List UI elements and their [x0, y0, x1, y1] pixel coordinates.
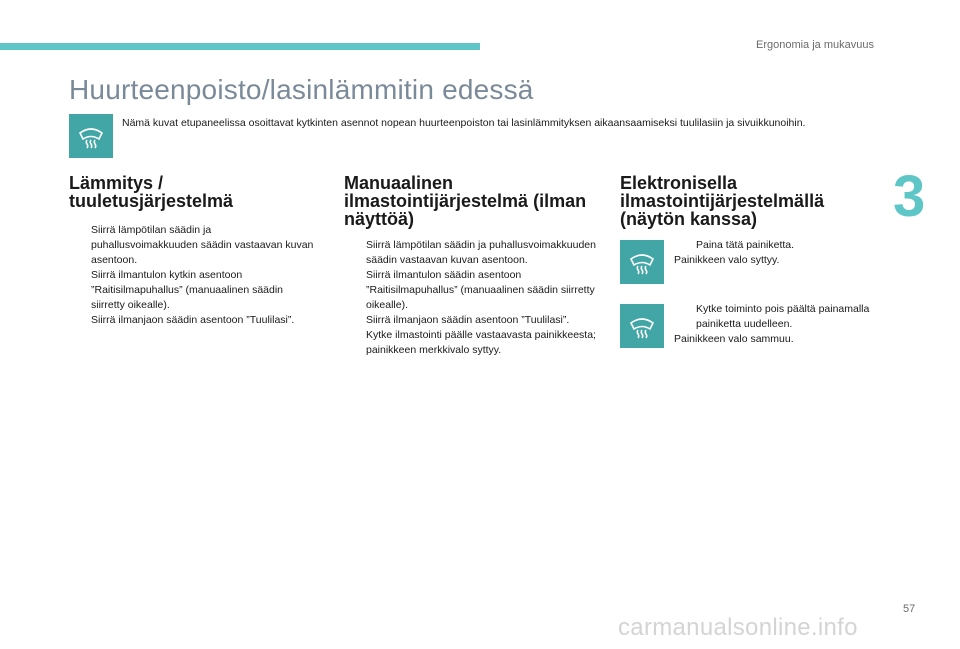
step-press-button	[674, 238, 874, 253]
step-note: Painikkeen valo sammuu.	[674, 333, 794, 345]
windshield-defrost-icon[interactable]	[620, 304, 664, 348]
windshield-defrost-icon[interactable]	[620, 240, 664, 284]
step-note: Painikkeen valo syttyy.	[674, 254, 780, 266]
list-item: Kytke toiminto pois päältä painamalla painiketta uudelleen.	[696, 303, 870, 330]
list-heating-ventilation	[69, 223, 319, 328]
header-accent-bar	[0, 43, 480, 50]
list-item: Siirrä ilmantulon säädin asentoon ”Raitisilmapuhallus” (manuaalinen säädin siirretty oikealle).	[366, 269, 595, 311]
page-title: Huurteenpoisto/lasinlämmitin edessä	[69, 74, 534, 105]
section-title: Ergonomia ja mukavuus	[755, 39, 874, 51]
chapter-number: 3	[893, 164, 926, 229]
heading-manual-ac: Manuaalinen ilmastointijärjestelmä (ilman näyttöä)	[344, 173, 587, 229]
list-item: Siirrä lämpötilan säädin ja puhallusvoimakkuuden säädin vastaavan kuvan asentoon.	[366, 239, 596, 266]
step-turn-off	[674, 302, 874, 332]
list-item: Kytke ilmastointi päälle vastaavasta painikkeesta; painikkeen merkkivalo syttyy.	[366, 329, 596, 356]
list-item: Siirrä lämpötilan säädin ja puhallusvoimakkuuden säädin vastaavan kuvan asentoon.	[91, 224, 314, 266]
heading-heating-ventilation: Lämmitys / tuuletusjärjestelmä	[69, 173, 234, 211]
page-number: 57	[903, 603, 916, 615]
intro-text: Nämä kuvat etupaneelissa osoittavat kytkinten asennot nopean huurteenpoiston tai lasinlämmityksen aikaansaamiseksi tuulilasiin ja sivuikkunoihin.	[122, 117, 806, 129]
list-item: Siirrä ilmanjaon säädin asentoon ”Tuulilasi”.	[366, 314, 570, 326]
heading-electronic-ac: Elektronisella ilmastointijärjestelmällä (näytön kanssa)	[620, 173, 825, 229]
list-item: Paina tätä painiketta.	[696, 239, 795, 251]
list-item: Siirrä ilmanjaon säädin asentoon ”Tuulilasi”.	[91, 314, 295, 326]
list-item: Siirrä ilmantulon kytkin asentoon ”Raitisilmapuhallus” (manuaalinen säädin siirretty oikealle).	[91, 269, 284, 311]
list-manual-ac	[344, 238, 602, 358]
watermark: carmanualsonline.info	[618, 614, 858, 641]
windshield-defrost-icon	[69, 114, 113, 158]
